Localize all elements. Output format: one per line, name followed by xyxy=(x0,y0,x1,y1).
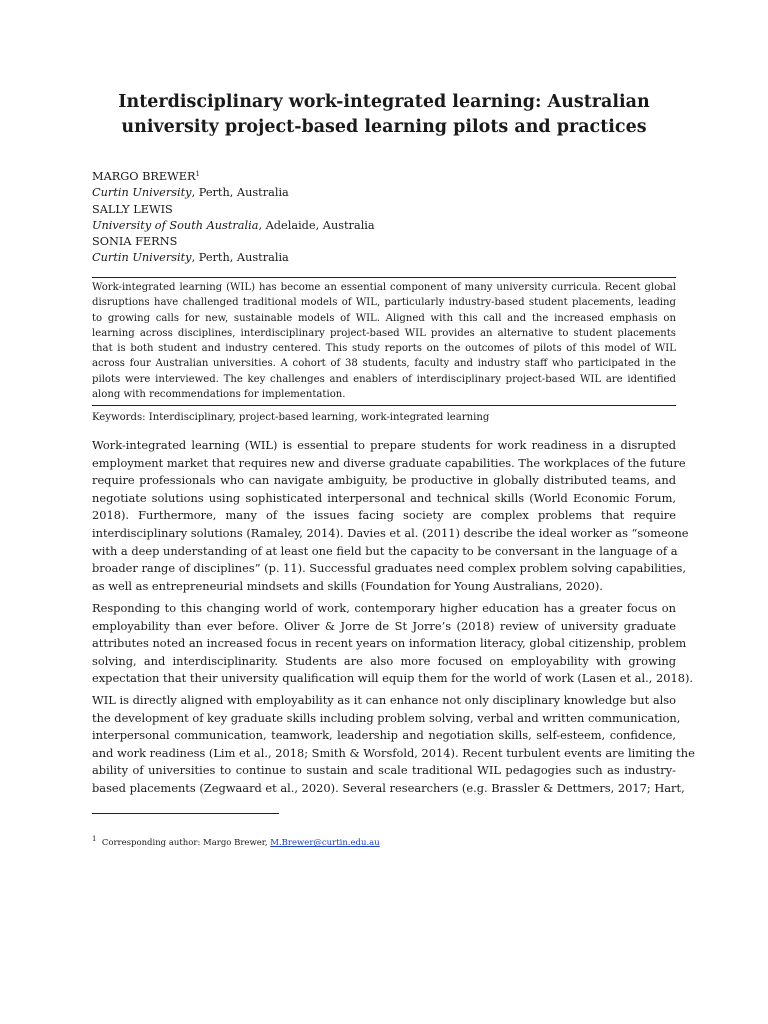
paragraph-line: expectation that their university qualification will equip them for the world of work (Lasen et al., 2018). xyxy=(92,671,694,686)
paragraph-line: negotiate solutions using sophisticated interpersonal and technical skills (World Economic Forum, xyxy=(92,490,676,505)
body-paragraph xyxy=(92,692,695,798)
paragraph-line: based placements (Zegwaard et al., 2020). Several researchers (e.g. Brassler & Dettmers, 2017; Hart, xyxy=(92,780,685,795)
paragraph-line: WIL is directly aligned with employability as it can enhance not only disciplinary knowledge but also xyxy=(92,693,676,707)
paragraph-line: require professionals who can navigate ambiguity, be productive in globally distributed teams, and xyxy=(92,473,676,488)
author-affiliation: Curtin University, Perth, Australia xyxy=(92,186,289,200)
paragraph-line: Responding to this changing world of work, contemporary higher education has a greater focus on xyxy=(92,601,676,615)
paragraph-line: employability than ever before. Oliver & Jorre de St Jorre’s (2018) review of university graduate xyxy=(92,618,676,633)
paragraph-line: solving, and interdisciplinarity. Students are also more focused on employability with growing xyxy=(92,653,676,668)
paragraph-line: interpersonal communication, teamwork, leadership and negotiation skills, self-esteem, confidence, xyxy=(92,728,676,743)
paragraph-line: employment market that requires new and diverse graduate capabilities. The workplaces of the future xyxy=(92,455,686,470)
paragraph-line: the development of key graduate skills including problem solving, verbal and written communication, xyxy=(92,710,681,725)
author-affiliation: University of South Australia, Adelaide, Australia xyxy=(92,218,375,232)
author-list xyxy=(92,169,676,267)
author-email-link[interactable]: M.Brewer@curtin.edu.au xyxy=(270,838,380,848)
paragraph-line: broader range of disciplines” (p. 11). Successful graduates need complex problem solving capabilities, xyxy=(92,561,686,576)
body-paragraph xyxy=(92,600,694,688)
footnote-text: Corresponding author: Margo Brewer, xyxy=(101,838,271,848)
author-name: SONIA FERNS xyxy=(92,235,178,249)
author-affiliation: Curtin University, Perth, Australia xyxy=(92,251,289,265)
author-name: MARGO BREWER$^1$ xyxy=(92,170,200,183)
paragraph-line: attributes noted an increased focus in recent years on information literacy, global citizenship, problem xyxy=(92,636,687,651)
paragraph-line: and work readiness (Lim et al., 2018; Smith & Worsfold, 2014). Recent turbulent events are limiting the xyxy=(92,745,695,760)
author-footnote-mark: 1 xyxy=(195,170,200,178)
paragraph-line: with a deep understanding of at least one field but the capacity to be conversant in the language of a xyxy=(92,543,678,558)
body-paragraph xyxy=(92,437,689,595)
keywords: Keywords: Interdisciplinary, project-based learning, work-integrated learning xyxy=(92,412,490,423)
abstract: Work-integrated learning (WIL) has become an essential component of many university curricula. Recent global disruptions have challenged traditional models of WIL, particularly industry-based student placements, leading to growing calls for new, sustainable models of WIL. Aligned with this call and the increased emphasis on learning across disciplines, interdisciplinary project-based WIL provides an alternative to student placements that is both student and industry centered. This study reports on the outcomes of pilots of this model of WIL across four Australian universities. A cohort of 38 students, faculty and industry staff who participated in the pilots were interviewed. The key challenges and enablers of interdisciplinary project-based WIL are identified along with recommendations for implementation. xyxy=(92,277,676,406)
paragraph-line: 2018). Furthermore, many of the issues facing society are complex problems that require xyxy=(92,508,676,523)
page-title xyxy=(92,90,676,140)
footnote-divider xyxy=(92,813,279,814)
title-line-1: Interdisciplinary work-integrated learning: Australian xyxy=(118,92,650,112)
title-line-2: university project-based learning pilots and practices xyxy=(121,117,647,137)
footnote-mark: 1 xyxy=(92,835,97,843)
footnote xyxy=(92,837,676,849)
author-name: SALLY LEWIS xyxy=(92,202,173,216)
paragraph-line: interdisciplinary solutions (Ramaley, 2014). Davies et al. (2011) describe the ideal worker as “someone xyxy=(92,525,689,540)
paragraph-line: Work-integrated learning (WIL) is essential to prepare students for work readiness in a disrupted xyxy=(92,438,676,452)
paragraph-line: ability of universities to continue to sustain and scale traditional WIL pedagogies such as industry- xyxy=(92,763,676,778)
paragraph-line: as well as entrepreneurial mindsets and skills (Foundation for Young Australians, 2020). xyxy=(92,578,603,593)
